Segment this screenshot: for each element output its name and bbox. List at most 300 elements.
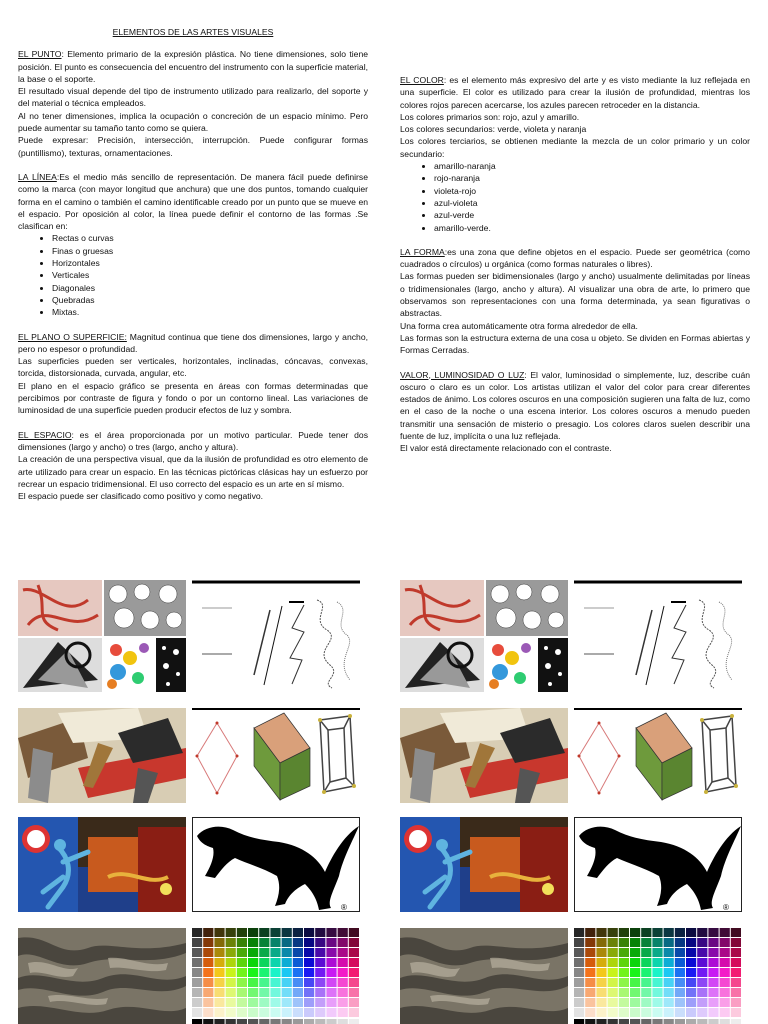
color-swatch-cell [304,958,314,967]
section-valor [400,369,750,455]
linea-paragraph: :Es el medio más sencillo de representación. De manera fácil puede definirse como la marca (con mayor longitud que anchura) que une dos puntos, tomando cualquier forma en el camino o también el camino identificable creado por un punto que se mueve en el espacio. Por oposición al color, la línea puede definir el contorno de las formas .Se clasifican en: [18,171,368,232]
color-swatch-cell [338,938,348,947]
section-punto [18,48,368,159]
color-list [400,160,750,234]
grayscale-swatch-cell [214,1019,224,1024]
color-swatch-cell [619,988,629,997]
color-swatch-cell [282,988,292,997]
list-item: • Horizontales [52,257,368,269]
color-swatch-cell [675,978,685,987]
color-swatch-cell [259,938,269,947]
color-swatch-cell [697,998,707,1007]
color-swatch-cell [349,958,359,967]
color-swatch-cell [652,958,662,967]
color-swatch-cell [226,948,236,957]
color-swatch-cell [203,938,213,947]
color-swatch-cell [248,938,258,947]
color-swatch-cell [675,958,685,967]
section-plano [18,331,368,417]
color-swatch-cell [237,1008,247,1017]
grayscale-swatch-cell [585,1019,595,1024]
color-swatch-cell [214,998,224,1007]
heading-linea: LA LÍNEA [18,171,57,182]
color-swatch-cell [641,1008,651,1017]
color-swatch-cell [686,938,696,947]
list-item: • Mixtas. [52,306,368,318]
color-swatch-cell [226,938,236,947]
section-espacio [18,429,368,503]
color-swatch-cell [720,998,730,1007]
color-swatch-cell [652,998,662,1007]
color-swatch-cell [237,978,247,987]
color-swatch-cell [675,998,685,1007]
color-swatch-cell [248,978,258,987]
color-swatch-cell [349,968,359,977]
color-swatch-cell [652,978,662,987]
texture-bark-image [18,928,186,1024]
list-item: • amarillo-naranja [434,160,750,172]
color-swatch-cell [574,928,584,937]
grayscale-swatch-cell [641,1019,651,1024]
color-swatch-cell [596,1008,606,1017]
color-swatch-cell [315,988,325,997]
color-swatch-cell [293,968,303,977]
color-swatch-cell [608,968,618,977]
color-swatch-cell [192,978,202,987]
color-swatch-cell [675,938,685,947]
color-swatch-cell [652,1008,662,1017]
color-swatch-cell [338,958,348,967]
color-swatch-cell [248,928,258,937]
color-swatch-cell [349,998,359,1007]
text-column-left [18,22,368,514]
list-item: • Diagonales [52,282,368,294]
punto-paragraph: Al no tener dimensiones, implica la ocupación o concreción de un espacio mínimo. Pero puede aumentar su tamaño tanto como se quiera. [18,110,368,134]
color-swatch-cell [675,1008,685,1017]
color-swatch-cell [720,978,730,987]
grayscale-swatch-cell [338,1019,348,1024]
color-swatch-cell [596,958,606,967]
color-swatch-cell [574,938,584,947]
list-item: • amarillo-verde. [434,222,750,234]
color-swatch-cell [338,998,348,1007]
color-swatch-cell [731,928,741,937]
grayscale-swatch-cell [270,1019,280,1024]
color-swatch-cell [608,998,618,1007]
color-swatch-cell [596,948,606,957]
color-swatch-cell [282,968,292,977]
color-swatch-cell [237,938,247,947]
color-swatch-cell [574,988,584,997]
color-swatch-cell [720,948,730,957]
grayscale-swatch-cell [237,1019,247,1024]
color-swatch-cell [192,958,202,967]
color-swatch-cell [282,948,292,957]
heading-forma: LA FORMA [400,246,445,257]
color-swatch-cell [203,998,213,1007]
color-swatch-cell [731,1008,741,1017]
color-swatch-cell [664,998,674,1007]
color-swatch-cell [226,978,236,987]
color-swatch-cell [652,948,662,957]
color-swatch-cell [192,948,202,957]
color-swatch-cell [270,938,280,947]
color-swatch-cell [293,958,303,967]
grayscale-swatch-cell [675,1019,685,1024]
color-swatch-cell [731,988,741,997]
grayscale-swatch-cell [282,1019,292,1024]
color-swatch-cell [203,988,213,997]
color-swatch-cell [675,988,685,997]
color-swatch-cell [192,938,202,947]
color-swatch-cell [630,998,640,1007]
color-swatch-cell [248,968,258,977]
color-swatch-cell [282,998,292,1007]
color-swatch-cell [641,958,651,967]
color-swatch-cell [338,928,348,937]
color-swatch-cell [226,968,236,977]
color-swatch-cell [237,988,247,997]
color-swatch-cell [203,928,213,937]
color-swatch-cell [574,978,584,987]
color-swatch-cell [349,928,359,937]
color-swatch-cell [574,968,584,977]
espacio-paragraph: : es el área proporcionada por un motivo particular. Puede tener dos dimensiones (largo y ancho) o tres (largo, ancho y altura). [18,429,369,452]
color-swatch-cell [574,998,584,1007]
color-swatch-cell [630,1008,640,1017]
form-puma-image [574,817,742,912]
color-swatch-cell [282,1008,292,1017]
color-swatch-cell [259,968,269,977]
color-swatch-cell [731,968,741,977]
color-swatch-cell [237,928,247,937]
color-swatch-cell [686,958,696,967]
color-swatch-cell [697,978,707,987]
list-item: • Verticales [52,269,368,281]
heading-color: EL COLOR [400,75,444,85]
color-swatch-cell [596,938,606,947]
color-swatch-cell [585,1008,595,1017]
space-painting-image [400,817,568,912]
color-swatch-cell [326,928,336,937]
color-swatch-cell [619,948,629,957]
color-swatch-cell [686,1008,696,1017]
color-swatch-cell [675,948,685,957]
color-swatch-cell [237,968,247,977]
valor-paragraph: : El valor, luminosidad o simplemente, luz, describe cuán oscuro o claro es un color. Los artistas utilizan el valor del color para crear diferentes estados de ánimo. Los colores oscuros en una composición sugieren una falta de luz, como en el caso de la noche o una escena interior. Los colores oscuros a menudo pueden transmitir una sensación de misterio o presagio. Los colores claros suelen describir una fuente de luz, implícita o una luz reflejada. [400,369,751,442]
color-swatch-cell [293,1008,303,1017]
list-item: • violeta-rojo [434,185,750,197]
color-swatch-cell [338,968,348,977]
section-linea [18,171,368,319]
grayscale-swatch-cell [326,1019,336,1024]
punto-paragraph: El resultado visual depende del tipo de instrumento utilizado para realizarlo, del soporte y del material o técnica empleados. [18,86,368,109]
color-swatch-cell [585,948,595,957]
color-swatch-cell [214,958,224,967]
color-swatch-cell [619,938,629,947]
color-swatch-cell [619,998,629,1007]
grayscale-swatch-cell [304,1019,314,1024]
color-swatch-cell [641,968,651,977]
color-swatch-cell [608,978,618,987]
color-swatch-cell [630,988,640,997]
color-swatch-cell [720,1008,730,1017]
forma-paragraph: Una forma crea automáticamente otra forma alrededor de ella. [400,320,638,331]
color-swatch-cell [720,988,730,997]
text-column-right [400,26,750,467]
color-swatch-cell [641,998,651,1007]
color-swatch-cell [226,928,236,937]
plane-geometry-image [574,708,742,803]
color-swatch-cell [304,938,314,947]
color-swatch-cell [574,958,584,967]
linea-list [18,232,368,318]
color-swatch-cell [315,998,325,1007]
plane-painting-image [400,708,568,803]
color-swatch-cell [630,958,640,967]
color-swatch-cell [585,998,595,1007]
color-swatch-cell [259,1008,269,1017]
color-swatch-cell [720,968,730,977]
color-swatch-cell [293,978,303,987]
color-swatch-cell [708,988,718,997]
color-swatch-cell [608,958,618,967]
color-swatch-cell [731,948,741,957]
color-swatch-cell [585,978,595,987]
espacio-paragraph: La creación de una perspectiva visual, que da la ilusión de profundidad es otro elemento de arte utilizado para crear un espacio. En las técnicas pictóricas clásicas hay un esfuerzo por recrear un espacio tridimensional. El uso correcto del espacio es un arte en sí mismo. [18,454,368,489]
color-swatch-cell [304,1008,314,1017]
color-swatch-cell [641,938,651,947]
color-swatch-cell [596,978,606,987]
texture-bark-image [400,928,568,1024]
color-swatch-cell [226,998,236,1007]
grayscale-swatch-cell [596,1019,606,1024]
color-swatch-cell [619,1008,629,1017]
color-swatch-cell [293,988,303,997]
color-swatch-cell [293,938,303,947]
color-swatch-cell [203,978,213,987]
plane-geometry-image [192,708,360,803]
color-swatch-cell [664,988,674,997]
color-swatch-cell [304,988,314,997]
color-swatch-cell [608,938,618,947]
grayscale-swatch-cell [259,1019,269,1024]
color-swatch-cell [720,928,730,937]
grayscale-swatch-cell [349,1019,359,1024]
color-swatch-cell [293,998,303,1007]
image-gallery-right [400,580,745,1024]
color-paragraph: Los colores primarios son: rojo, azul y amarillo. [400,111,580,122]
color-swatch-cell [315,978,325,987]
color-swatch-cell [686,948,696,957]
color-swatch-cell [720,958,730,967]
space-painting-image [18,817,186,912]
point-examples-image [18,580,186,692]
heading-punto: EL PUNTO [18,49,62,60]
grayscale-swatch-cell [652,1019,662,1024]
color-swatch-cell [697,1008,707,1017]
color-swatch-cell [214,988,224,997]
color-swatch-cell [349,1008,359,1017]
color-swatch-cell [675,928,685,937]
grayscale-swatch-cell [293,1019,303,1024]
color-swatch-cell [270,928,280,937]
color-swatch-cell [641,948,651,957]
heading-valor: VALOR, LUMINOSIDAD O LUZ [400,369,525,380]
color-swatch-cell [259,928,269,937]
color-swatch-cell [349,938,359,947]
color-swatch-cell [304,998,314,1007]
color-swatch-cell [214,978,224,987]
trademark-symbol: ® [341,903,347,912]
grayscale-swatch-cell [226,1019,236,1024]
color-swatch-cell [731,938,741,947]
color-swatch-cell [304,948,314,957]
color-swatch-cell [192,968,202,977]
color-swatch-cell [226,1008,236,1017]
color-swatch-cell [630,938,640,947]
color-swatch-cell [192,988,202,997]
color-swatch-cell [248,1008,258,1017]
color-swatch-cell [619,978,629,987]
valor-paragraph: El valor está directamente relacionado con el contraste. [400,443,612,454]
color-swatch-cell [304,968,314,977]
color-swatch-cell [608,928,618,937]
color-swatch-cell [686,968,696,977]
punto-paragraph: : Elemento primario de la expresión plástica. No tiene dimensiones, solo tiene posición. El punto es consecuencia del encuentro del instrumento con la superficie material, la base o el soporte. [18,49,369,84]
color-swatch-cell [652,928,662,937]
color-swatch-cell [259,958,269,967]
list-item: • Finas o gruesas [52,245,368,257]
image-gallery-left [18,580,363,1024]
grayscale-swatch-cell [686,1019,696,1024]
color-swatch-cell [338,978,348,987]
heading-espacio: EL ESPACIO [18,429,72,440]
color-swatch-cell [226,958,236,967]
color-swatch-cell [608,988,618,997]
color-swatch-cell [697,958,707,967]
color-swatch-cell [664,958,674,967]
color-swatch-cell [338,948,348,957]
color-swatch-cell [259,998,269,1007]
color-swatch-cell [282,958,292,967]
heading-plano: EL PLANO O SUPERFICIE: [18,331,127,342]
grayscale-swatch-cell [574,1019,584,1024]
color-swatch-cell [608,1008,618,1017]
color-swatch-cell [203,948,213,957]
color-swatch-cell [596,988,606,997]
color-swatch-cell [675,968,685,977]
point-examples-image [400,580,568,692]
color-swatch-cell [652,968,662,977]
color-swatch-cell [731,998,741,1007]
color-swatch-cell [270,968,280,977]
color-swatch-cell [664,938,674,947]
punto-paragraph: Puede expresar: Precisión, intersección, interrupción. Puede configurar formas (puntillismo), texturas, ornamentaciones. [18,135,368,158]
color-paragraph: : es el elemento más expresivo del arte y es visto mediante la luz reflejada en una superficie. El color es utilizado para crear la ilusión de profundidad, mientras los colores rojos parecen acercarse, los azules parecen retroceder en la distancia. [400,75,750,110]
color-swatch-cell [315,938,325,947]
color-swatch-cell [686,928,696,937]
color-swatch-cell [326,978,336,987]
color-swatch-cell [270,978,280,987]
color-swatch-cell [641,988,651,997]
plane-painting-image [18,708,186,803]
color-swatch-cell [708,938,718,947]
color-swatch-cell [585,928,595,937]
list-item: • Quebradas [52,294,368,306]
line-examples-image [574,580,742,692]
color-swatch-cell [652,988,662,997]
color-swatch-cell [641,928,651,937]
color-swatch-cell [293,948,303,957]
color-swatch-cell [237,948,247,957]
color-swatch-cell [326,968,336,977]
color-swatch-cell [214,948,224,957]
color-swatch-cell [203,958,213,967]
color-swatch-cell [338,1008,348,1017]
grayscale-swatch-cell [720,1019,730,1024]
color-swatch-cell [237,998,247,1007]
grayscale-swatch-cell [731,1019,741,1024]
plano-paragraph: Magnitud continua que tiene dos dimensiones, largo y ancho, pero no espesor o profundidad. [18,331,368,354]
color-swatch-cell [708,958,718,967]
color-swatch-cell [574,948,584,957]
grayscale-swatch-cell [619,1019,629,1024]
grayscale-swatch-cell [248,1019,258,1024]
color-swatch-cell [259,948,269,957]
grayscale-swatch-cell [203,1019,213,1024]
grayscale-swatch-cell [664,1019,674,1024]
forma-paragraph: Las formas son la estructura externa de una cosa u objeto. Se dividen en Formas abiertas y Formas Cerradas. [400,332,750,356]
color-swatch-cell [708,998,718,1007]
plano-paragraph: El plano en el espacio gráfico se presenta en áreas con formas determinadas que percibimos por contraste de figura y fondo o por un contorno lineal. Las variaciones de luminosidad de una superficie pueden producir efectos de luz y sombra. [18,380,368,416]
forma-paragraph: :es una zona que define objetos en el espacio. Puede ser geométrica (como cuadrados o círculos) u orgánica (como formas naturales o libres). [400,246,750,270]
color-swatch-cell [708,928,718,937]
list-item: • Rectas o curvas [52,232,368,244]
color-swatch-cell [664,928,674,937]
color-swatch-cell [270,948,280,957]
color-swatch-cell [349,948,359,957]
color-swatch-cell [630,968,640,977]
color-swatch-cell [596,928,606,937]
section-forma [400,246,750,357]
color-swatch-cell [282,928,292,937]
grayscale-swatch-cell [315,1019,325,1024]
color-swatch-cell [214,938,224,947]
color-swatch-cell [686,978,696,987]
color-swatch-cell [664,1008,674,1017]
color-swatch-cell [315,928,325,937]
color-swatch-cell [315,968,325,977]
color-swatch-cell [641,978,651,987]
color-swatch-cell [326,958,336,967]
color-swatch-cell [270,988,280,997]
color-swatch-cell [259,978,269,987]
color-swatch-cell [315,1008,325,1017]
color-swatch-cell [731,978,741,987]
grayscale-swatch-cell [630,1019,640,1024]
color-swatch-cell [596,968,606,977]
color-swatch-cell [585,968,595,977]
grayscale-swatch-cell [708,1019,718,1024]
color-swatch-cell [686,988,696,997]
section-color [400,74,750,234]
color-swatch-cell [326,988,336,997]
color-swatch-cell [708,968,718,977]
color-swatch-cell [630,928,640,937]
color-swatch-cell [596,998,606,1007]
color-swatch-cell [214,1008,224,1017]
